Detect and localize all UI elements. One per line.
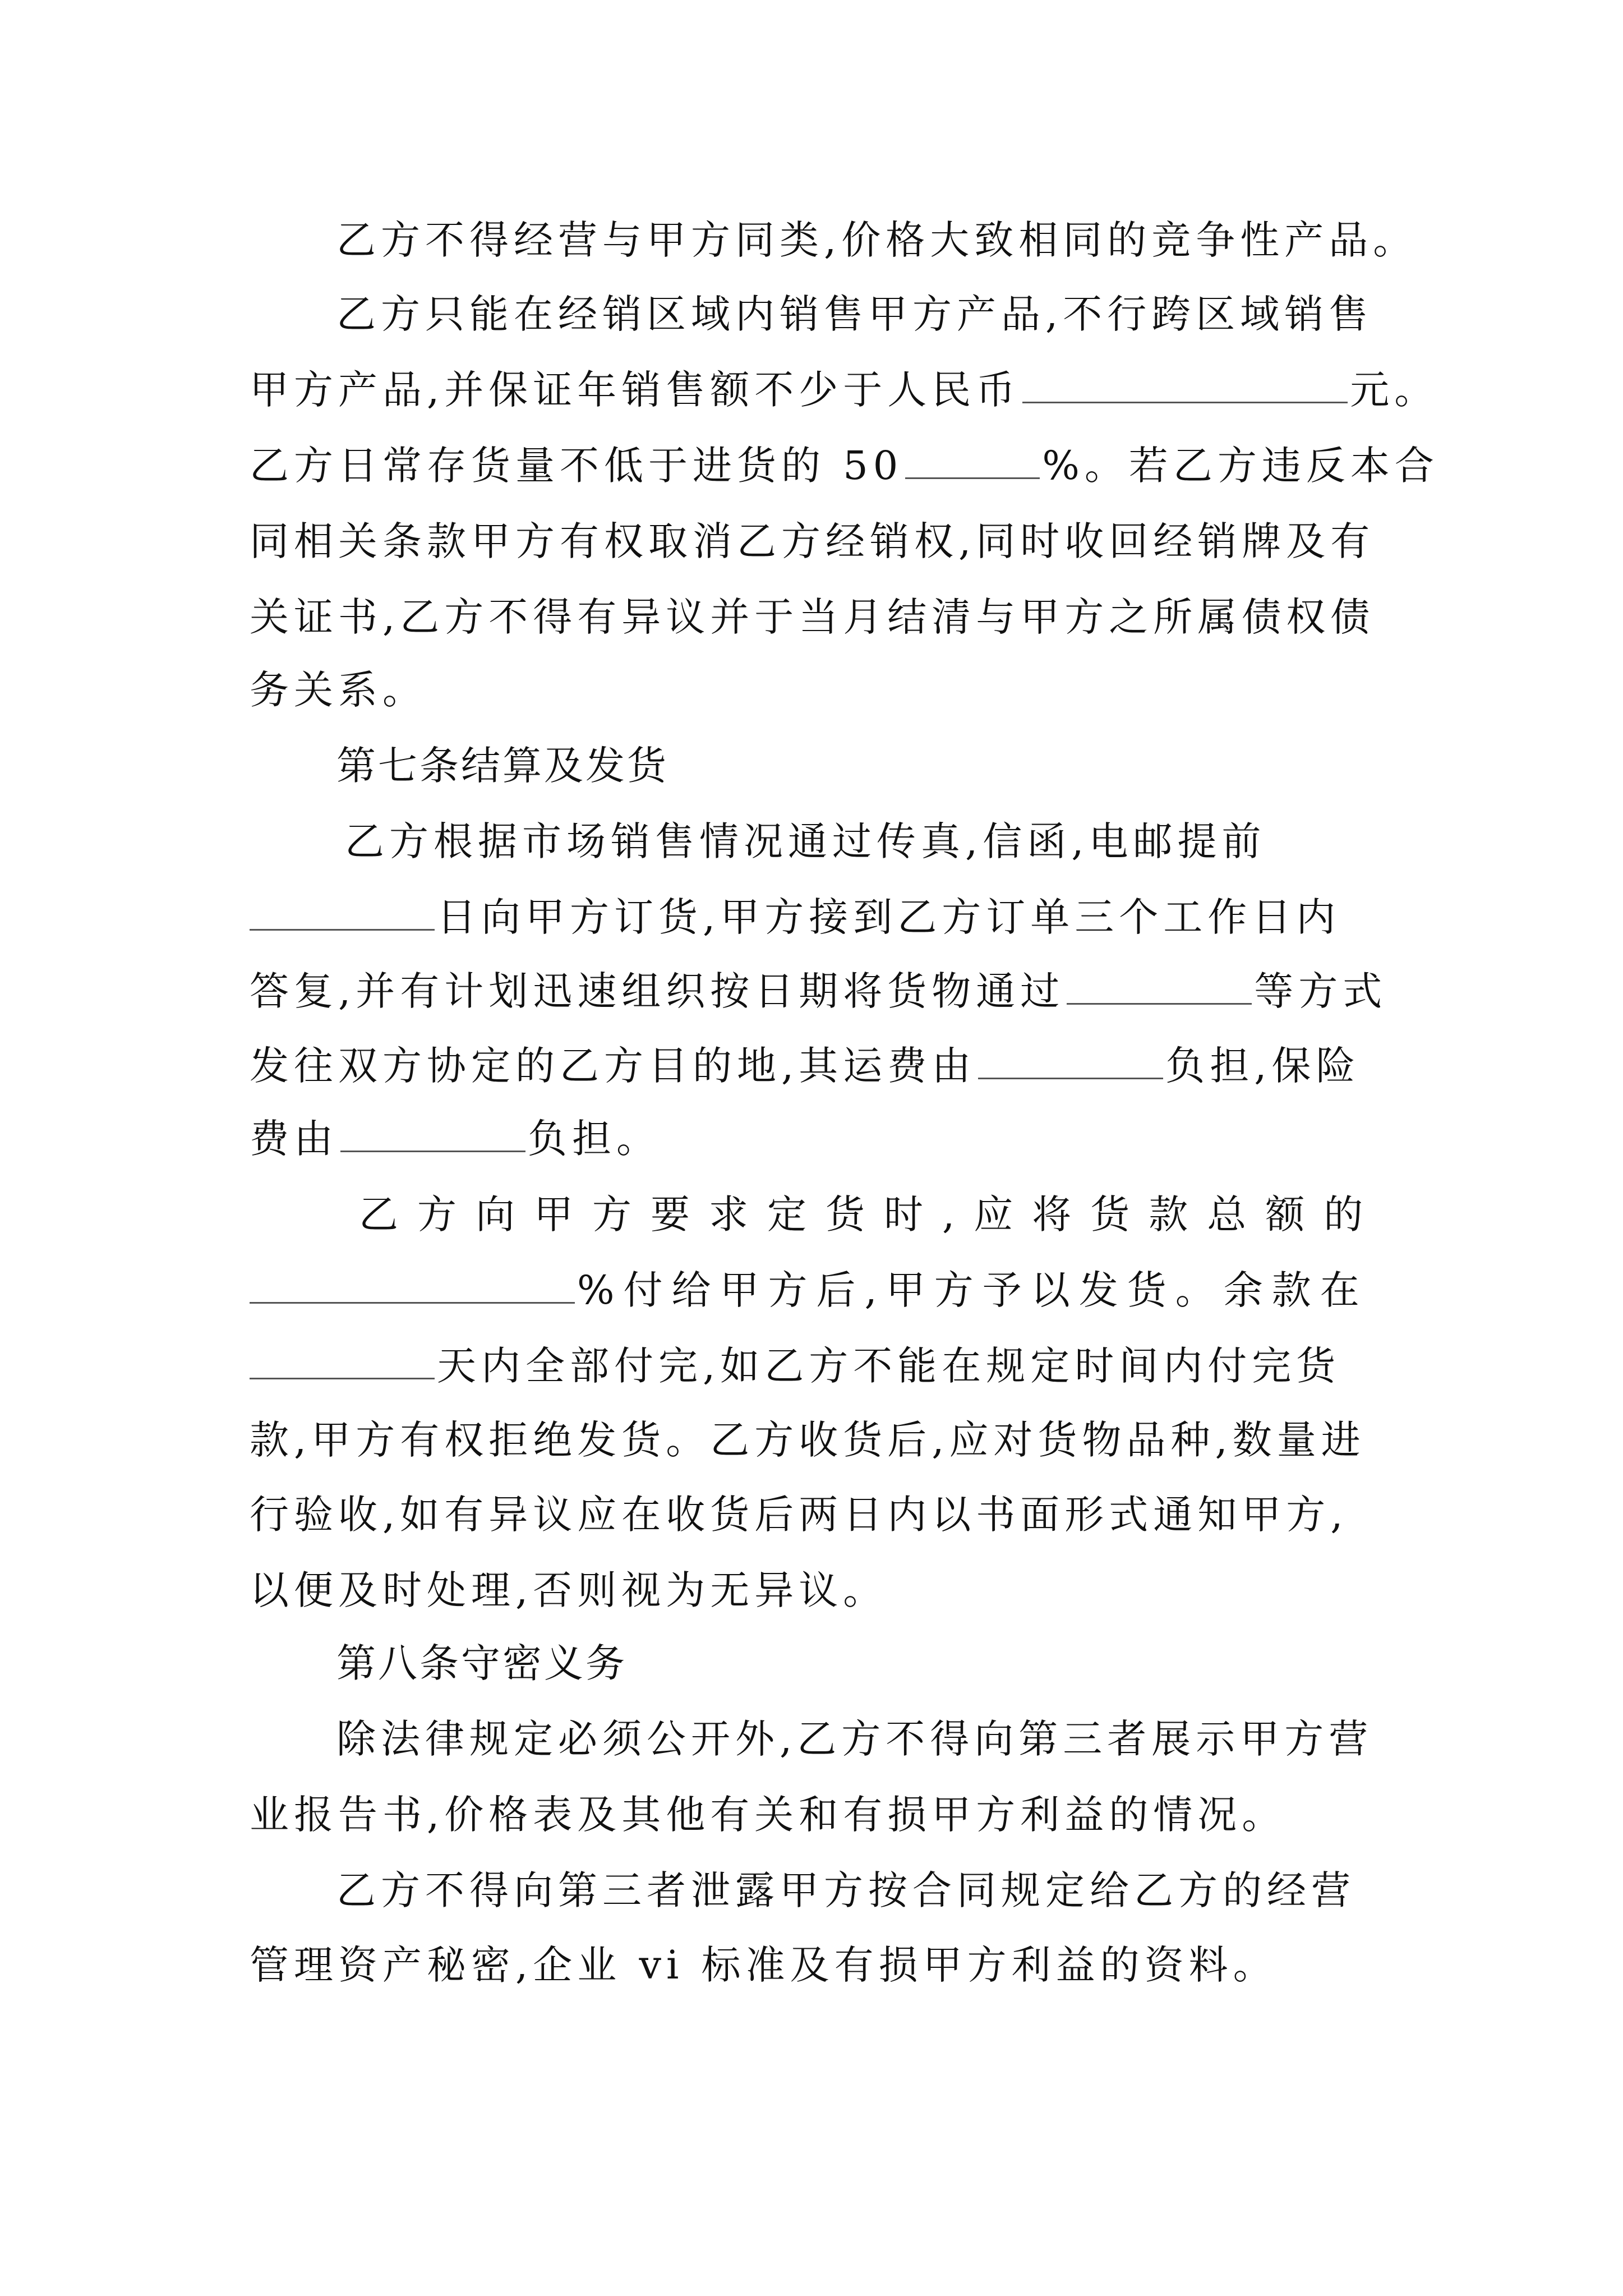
line-text: 甲方产品,并保证年销售额不少于人民币	[250, 367, 1021, 413]
heading-text: 第八条守密义务	[336, 1640, 627, 1686]
text-line	[250, 1415, 1366, 1465]
text-line	[250, 592, 1375, 642]
line-text: 乙方不得经营与甲方同类,价格大致相同的竞争性产品。	[336, 217, 1418, 263]
line-text: 元。	[1350, 367, 1439, 413]
text-line	[250, 1789, 1286, 1840]
text-line	[359, 1189, 1382, 1240]
text-line	[250, 1041, 1361, 1091]
fill-in-blank	[905, 443, 1040, 479]
text-line	[336, 1865, 1355, 1916]
text-line	[250, 516, 1375, 567]
line-text: 费由	[250, 1116, 338, 1162]
line-text: 发往双方协定的乙方目的地,其运费由	[250, 1043, 976, 1089]
line-text: 负担。	[528, 1116, 661, 1162]
line-text: 乙方根据市场销售情况通过传真,信函,电邮提前	[345, 818, 1266, 864]
line-text: 业报告书,价格表及其他有关和有损甲方利益的情况。	[250, 1792, 1287, 1838]
text-line	[250, 1114, 661, 1164]
text-line	[250, 1489, 1348, 1540]
line-text: 务关系。	[250, 667, 427, 713]
line-text: 天内全部付完,如乙方不能在规定时间内付完货	[437, 1343, 1341, 1389]
fill-in-blank	[978, 1043, 1163, 1079]
line-text: 乙方只能在经销区域内销售甲方产品,不行跨区域销售	[336, 291, 1373, 337]
text-line	[336, 215, 1417, 265]
line-text: %付给甲方后,甲方予以发货。余款在	[577, 1267, 1368, 1313]
text-line	[336, 1714, 1373, 1764]
fill-in-blank	[1022, 367, 1348, 403]
text-line	[250, 665, 427, 715]
line-text: 行验收,如有异议应在收货后两日内以书面形式通知甲方,	[250, 1492, 1348, 1538]
text-line	[250, 440, 1439, 491]
text-line	[250, 966, 1387, 1016]
line-text: %。若乙方违反本合	[1042, 443, 1439, 489]
line-text: 除法律规定必须公开外,乙方不得向第三者展示甲方营	[336, 1716, 1373, 1762]
fill-in-blank	[250, 1343, 435, 1379]
text-line	[336, 289, 1373, 339]
line-text: 以便及时处理,否则视为无异议。	[250, 1567, 888, 1613]
line-text: 款,甲方有权拒绝发货。乙方收货后,应对货物品种,数量进	[250, 1417, 1366, 1463]
line-text: 日向甲方订货,甲方接到乙方订单三个工作日内	[437, 894, 1341, 940]
fill-in-blank	[250, 1267, 575, 1304]
line-text: 关证书,乙方不得有异议并于当月结清与甲方之所属债权债	[250, 594, 1375, 640]
text-line	[345, 816, 1266, 867]
line-text: 管理资产秘密,企业 vi 标准及有损甲方利益的资料。	[250, 1942, 1278, 1988]
text-line	[250, 1265, 1368, 1315]
text-line	[250, 1565, 887, 1616]
text-line	[250, 365, 1438, 415]
line-text: 同相关条款甲方有权取消乙方经销权,同时收回经销牌及有	[250, 518, 1375, 564]
fill-in-blank	[1067, 968, 1252, 1005]
line-text: 等方式	[1254, 968, 1387, 1014]
line-text: 答复,并有计划迅速组织按日期将货物通过	[250, 968, 1065, 1014]
fill-in-blank	[250, 894, 435, 931]
text-line	[250, 1940, 1278, 1990]
line-text: 负担,保险	[1165, 1043, 1361, 1089]
line-text: 乙方向甲方要求定货时,应将货款总额的	[359, 1191, 1382, 1237]
section-heading	[336, 740, 668, 791]
text-line	[250, 1341, 1340, 1391]
section-heading	[336, 1638, 627, 1688]
line-text: 乙方不得向第三者泄露甲方按合同规定给乙方的经营	[336, 1867, 1355, 1913]
fill-in-blank	[340, 1116, 525, 1152]
text-line	[250, 892, 1340, 942]
heading-text: 第七条结算及发货	[336, 743, 668, 789]
line-text: 乙方日常存货量不低于进货的 50	[250, 443, 903, 489]
